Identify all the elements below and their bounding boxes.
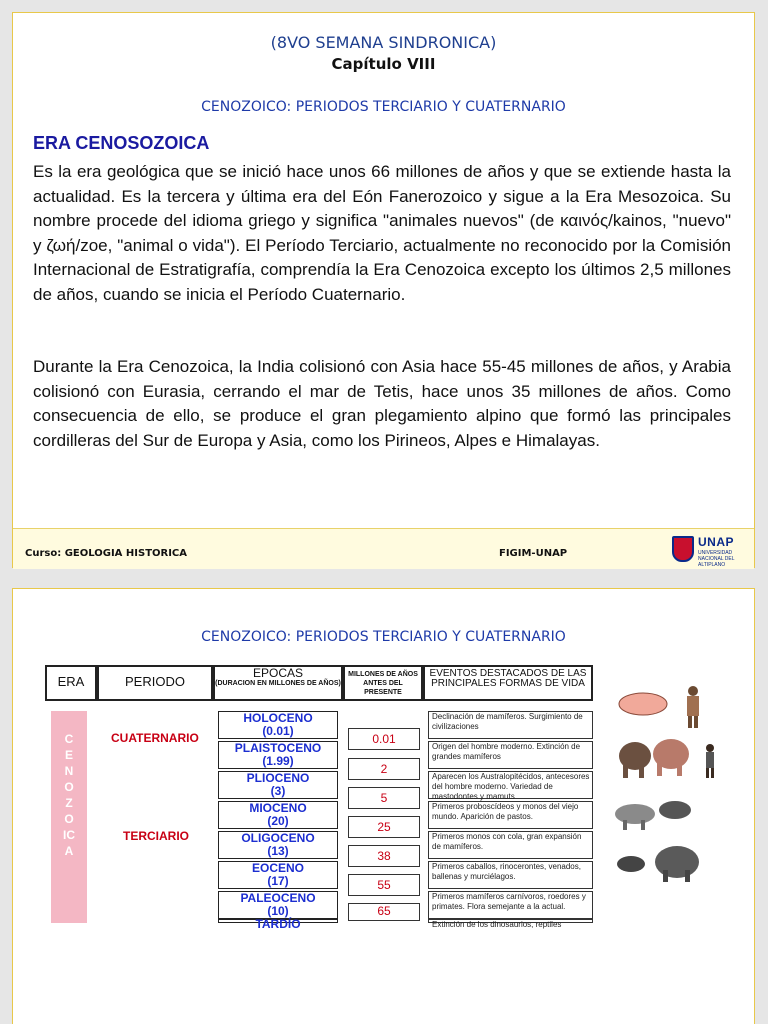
caveman-icon bbox=[687, 686, 699, 728]
geologic-table bbox=[45, 665, 593, 931]
header-millions: MILLONES DE AÑOS ANTES DEL PRESENTE bbox=[343, 665, 423, 701]
mammoth-icon bbox=[619, 739, 689, 778]
epoch-duration: (0.01) bbox=[262, 724, 294, 738]
mya-cell: 2 bbox=[348, 758, 420, 780]
chapter-label: Capítulo VIII bbox=[331, 55, 436, 73]
epoch-duration: (1.99) bbox=[262, 754, 294, 768]
epoch-cell bbox=[218, 831, 338, 859]
era-bar bbox=[51, 711, 87, 923]
epoch-cell bbox=[218, 891, 338, 919]
era-name: CENOZOICA bbox=[63, 732, 75, 858]
paragraph-1: Es la era geológica que se inició hace unos 66 millones de años y que se extiende hasta la actualidad. Es la tercera y última era del Eón Fanerozoico y sigue a la Era Mesozoica. Su nombre procede del idioma griego y significa "animales nuevos" (de καινός/kainos, "nuevo" y ζωή/zoe, "animal o vida"). El Período Terciario, actualmente no reconocido por la Comisión Internacional de Estratigrafía, comprendía la Era Cenozoica excepto los últimos 2,5 millones de años, cuando se inicia el Período Cuaternario. bbox=[33, 162, 731, 304]
slide-topic: CENOZOICO: PERIODOS TERCIARIO Y CUATERNARIO bbox=[201, 629, 566, 645]
event-cell: Declinación de mamíferos. Surgimiento de civilizaciones bbox=[428, 711, 593, 739]
header-era: ERA bbox=[45, 665, 97, 701]
epoch-cell bbox=[218, 861, 338, 889]
event-cell: Primeros caballos, rinocerontes, venados, ballenas y murciélagos. bbox=[428, 861, 593, 889]
header-epochs-title: EPOCAS bbox=[252, 666, 303, 680]
epoch-name: TARDÍO bbox=[255, 917, 301, 931]
header-epochs bbox=[213, 665, 343, 701]
epoch-name: HOLOCENO bbox=[243, 711, 313, 725]
tapir-icon bbox=[615, 801, 691, 830]
epoch-cell bbox=[218, 741, 338, 769]
event-cell: Origen del hombre moderno. Extinción de grandes mamíferos bbox=[428, 741, 593, 769]
event-cell: Primeros monos con cola, gran expansión de mamíferos. bbox=[428, 831, 593, 859]
logo-text: UNAP bbox=[698, 535, 735, 549]
unap-logo bbox=[670, 534, 752, 566]
glyptodon-icon bbox=[619, 693, 667, 715]
epoch-name: OLIGOCENO bbox=[241, 831, 315, 845]
mya-cell: 5 bbox=[348, 787, 420, 809]
mya-cell: 0.01 bbox=[348, 728, 420, 750]
institution-label: FIGIM-UNAP bbox=[499, 548, 568, 559]
slide-footer bbox=[13, 528, 754, 569]
epoch-name: PALEOCENO bbox=[240, 891, 316, 905]
epoch-duration: (10) bbox=[267, 904, 289, 918]
slide-2 bbox=[12, 588, 755, 1024]
shield-icon bbox=[672, 536, 694, 562]
mya-cell: 38 bbox=[348, 845, 420, 867]
epoch-duration: (20) bbox=[267, 814, 289, 828]
period-cuaternario: CUATERNARIO bbox=[111, 731, 199, 745]
header-epochs-sub: (DURACION EN MILLONES DE AÑOS) bbox=[215, 680, 341, 687]
slide-topic: CENOZOICO: PERIODOS TERCIARIO Y CUATERNARIO bbox=[201, 99, 566, 115]
epoch-cell bbox=[218, 801, 338, 829]
epoch-duration: (17) bbox=[267, 874, 289, 888]
course-label: Curso: GEOLOGIA HISTORICA bbox=[25, 548, 188, 559]
slide-1 bbox=[12, 12, 755, 568]
header-events: EVENTOS DESTACADOS DE LAS PRINCIPALES FORMAS DE VIDA bbox=[423, 665, 593, 701]
epoch-cell bbox=[218, 917, 338, 931]
rhino-icon bbox=[617, 846, 699, 882]
epoch-duration: (3) bbox=[270, 784, 286, 798]
mya-cell: 25 bbox=[348, 816, 420, 838]
epoch-name: EOCENO bbox=[251, 861, 304, 875]
event-cell: Primeros mamíferos carnívoros, roedores y primates. Flora semejante a la actual. bbox=[428, 891, 593, 919]
mya-cell: 65 bbox=[348, 903, 420, 921]
logo-subtitle: UNIVERSIDAD NACIONAL DEL ALTIPLANO bbox=[698, 550, 735, 568]
epoch-name: PLIOCENO bbox=[246, 771, 310, 785]
paragraph-2: Durante la Era Cenozoica, la India colisionó con Asia hace 55-45 millones de años, y Arabia colisionó con Eurasia, cerrando el mar de Tetis, hace unos 35 millones de años. Como consecuencia de ello, se produce el gran plegamiento alpino que formó las principales cordilleras del Sur de Europa y Asia, como los Pirineos, Alpes e Himalayas. bbox=[33, 357, 731, 450]
animal-illustrations bbox=[613, 684, 753, 924]
event-cell: Extinción de los dinosaurios, reptiles bbox=[428, 919, 593, 923]
era-heading: ERA CENOSOZOICA bbox=[33, 133, 210, 153]
header-period: PERIODO bbox=[97, 665, 213, 701]
week-label: (8VO SEMANA SINDRONICA) bbox=[270, 33, 497, 52]
event-cell: Aparecen los Australopitécidos, antecesores del hombre moderno. Variedad de mastodontes y mamuts bbox=[428, 771, 593, 799]
period-terciario: TERCIARIO bbox=[123, 829, 189, 843]
epoch-name: PLAISTOCENO bbox=[234, 741, 322, 755]
event-cell: Primeros proboscídeos y monos del viejo mundo. Aparición de pastos. bbox=[428, 801, 593, 829]
mya-cell: 55 bbox=[348, 874, 420, 896]
epoch-cell bbox=[218, 771, 338, 799]
epoch-name: MIOCENO bbox=[249, 801, 307, 815]
epoch-cell bbox=[218, 711, 338, 739]
epoch-duration: (13) bbox=[267, 844, 289, 858]
hominid-icon bbox=[706, 744, 714, 778]
